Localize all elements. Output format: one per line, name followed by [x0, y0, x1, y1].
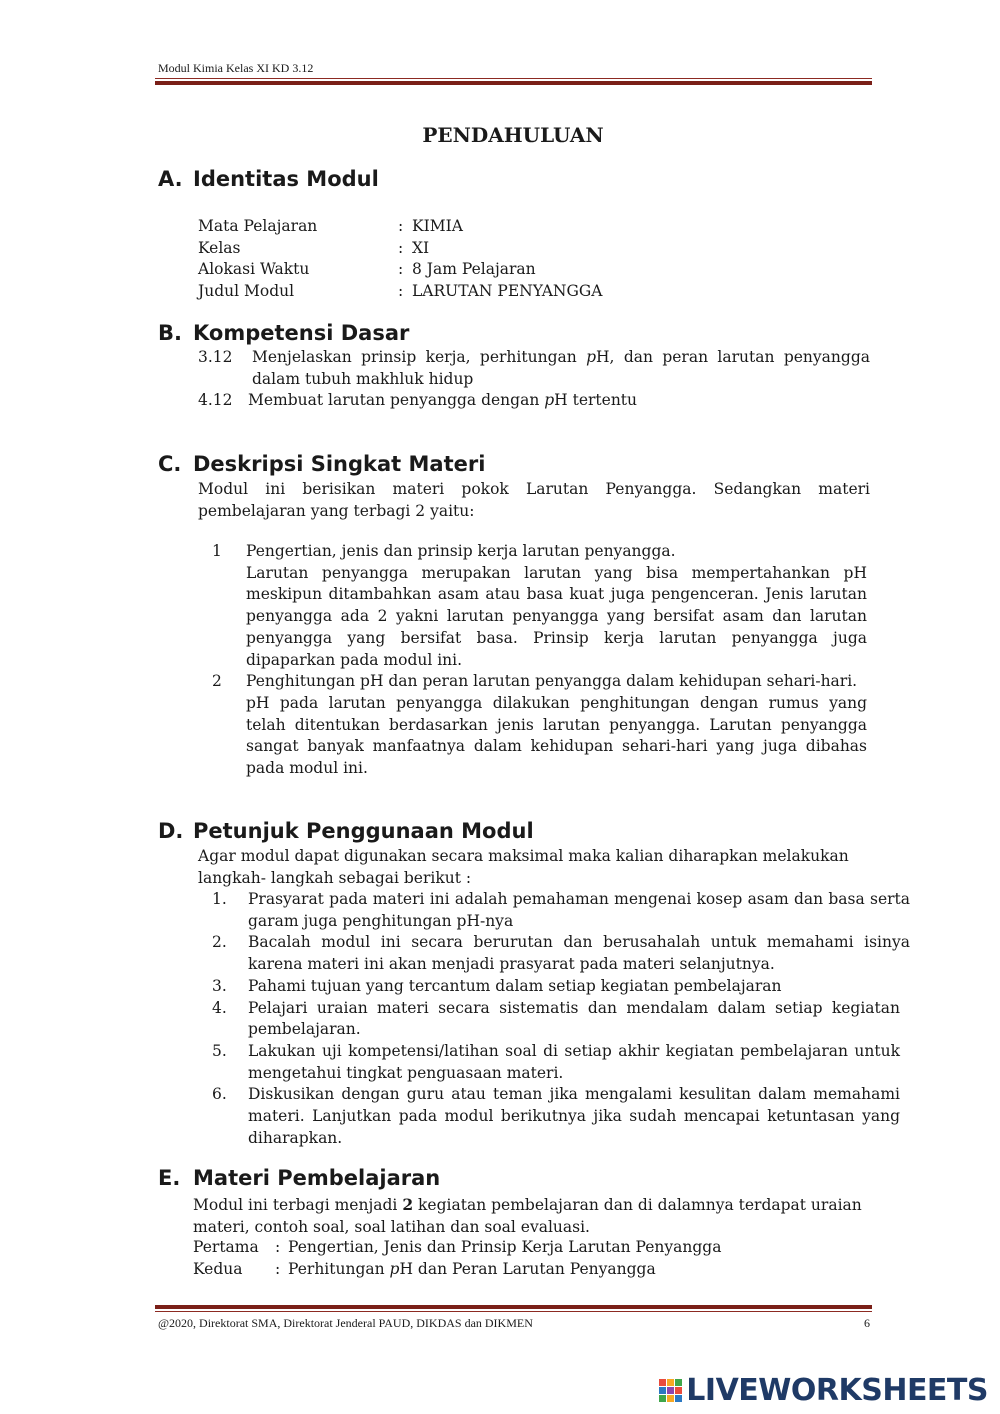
instruction-number: 2.: [212, 933, 227, 952]
logo-square: [659, 1379, 666, 1386]
kegiatan-item: [193, 1259, 869, 1281]
identity-label: Alokasi Waktu: [198, 260, 310, 279]
footer-copyright: @2020, Direktorat SMA, Direktorat Jenderal PAUD, DIKDAS dan DIKMEN: [158, 1316, 533, 1330]
section-a-letter: A.: [158, 167, 183, 191]
logo-square: [667, 1387, 674, 1394]
section-e-heading: [158, 1166, 440, 1190]
kd-text: Membuat larutan penyangga dengan pH tertentu: [248, 391, 638, 410]
material-list: [212, 541, 867, 780]
liveworksheets-logo: [659, 1372, 988, 1408]
material-number: 1: [212, 542, 222, 560]
section-d-intro: Agar modul dapat digunakan secara maksimal maka kalian diharapkan melakukan langkah- langkah sebagai berikut :: [198, 847, 849, 887]
kegiatan-sep: :: [275, 1238, 281, 1256]
identity-value: LARUTAN PENYANGGA: [412, 282, 603, 301]
section-c-intro: Modul ini berisikan materi pokok Larutan Penyangga. Sedangkan materi pembelajaran yang terbagi 2 yaitu:: [198, 480, 870, 520]
section-b-heading: [158, 321, 409, 345]
instruction-item: [212, 998, 910, 1041]
instruction-item: [212, 1084, 910, 1149]
identity-sep: :: [398, 260, 404, 279]
kd-text: Menjelaskan prinsip kerja, perhitungan pH, dan peran larutan penyangga dalam tubuh makhluk hidup: [252, 348, 870, 388]
logo-square: [675, 1395, 682, 1402]
kd-item: [198, 390, 870, 412]
instruction-item: [212, 932, 910, 975]
kd-list: [198, 347, 870, 412]
instruction-text: Prasyarat pada materi ini adalah pemahaman mengenai kosep asam dan basa serta garam juga penghitungan pH-nya: [248, 890, 910, 930]
header-rule-thick: [155, 81, 872, 85]
section-a-heading: [158, 167, 379, 191]
identity-value: 8 Jam Pelajaran: [412, 260, 536, 279]
identity-sep: :: [398, 282, 404, 301]
header-rule-thin: [155, 78, 872, 79]
instruction-number: 4.: [212, 998, 227, 1017]
instruction-number: 6.: [212, 1085, 227, 1104]
material-number: 2: [212, 672, 222, 691]
instruction-text: Pelajari uraian materi secara sistematis dan mendalam dalam setiap kegiatan pembelajaran.: [248, 998, 900, 1039]
kegiatan-value: Pengertian, Jenis dan Prinsip Kerja Larutan Penyangga: [288, 1238, 722, 1256]
logo-square: [659, 1387, 666, 1394]
logo-text: LIVEWORKSHEETS: [686, 1372, 988, 1408]
identity-label: Kelas: [198, 238, 241, 257]
identity-label: Mata Pelajaran: [198, 217, 318, 235]
section-c-heading: [158, 452, 485, 476]
kegiatan-item: [193, 1237, 869, 1259]
instruction-number: 1.: [212, 890, 227, 908]
section-b-letter: B.: [158, 321, 182, 345]
section-c-title: Deskripsi Singkat Materi: [193, 452, 486, 476]
identity-sep: :: [398, 238, 404, 257]
identity-sep: :: [398, 217, 404, 235]
section-e-title: Materi Pembelajaran: [193, 1166, 441, 1190]
page-number: 6: [864, 1316, 870, 1330]
identity-label: Judul Modul: [198, 282, 295, 301]
identity-row: [198, 238, 698, 260]
identity-value: XI: [412, 238, 430, 257]
identity-row: [198, 259, 698, 281]
section-c-letter: C.: [158, 452, 182, 476]
section-d-title: Petunjuk Penggunaan Modul: [193, 819, 534, 843]
instruction-number: 3.: [212, 976, 227, 995]
logo-grid-icon: [659, 1379, 682, 1402]
kegiatan-list: [193, 1237, 869, 1280]
kd-number: 3.12: [198, 348, 233, 366]
section-d-heading: [158, 819, 534, 843]
identity-row: [198, 216, 698, 238]
instruction-item: [212, 1041, 910, 1084]
kegiatan-value: Perhitungan pH dan Peran Larutan Penyangga: [288, 1259, 656, 1278]
section-b-title: Kompetensi Dasar: [193, 321, 410, 345]
footer: [158, 1316, 870, 1331]
section-e-letter: E.: [158, 1166, 181, 1190]
logo-square: [659, 1395, 666, 1402]
material-heading: Pengertian, jenis dan prinsip kerja larutan penyangga.: [246, 542, 676, 560]
material-item: [212, 671, 867, 780]
material-item: [212, 541, 867, 671]
material-body: Larutan penyangga merupakan larutan yang bisa mempertahankan pH meskipun ditambahkan asam atau basa kuat juga pengenceran. Jenis larutan penyangga ada 2 yakni larutan penyangga yang bersifat asam dan larutan penyangga yang bersifat basa. Prinsip kerja larutan penyangga juga dipaparkan pada modul ini.: [246, 563, 867, 669]
section-a-title: Identitas Modul: [193, 167, 379, 191]
footer-rule-thin: [155, 1311, 872, 1312]
kegiatan-label: Pertama: [193, 1238, 259, 1256]
kegiatan-label: Kedua: [193, 1259, 243, 1278]
section-e-intro: Modul ini terbagi menjadi 2 kegiatan pembelajaran dan di dalamnya terdapat uraian materi, contoh soal, soal latihan dan soal evaluasi.: [193, 1195, 862, 1236]
kegiatan-sep: :: [275, 1259, 281, 1278]
identity-row: [198, 281, 698, 303]
instruction-text: Diskusikan dengan guru atau teman jika mengalami kesulitan dalam memahami materi. Lanjutkan pada modul berikutnya jika sudah mencapai ketuntasan yang diharapkan.: [248, 1085, 900, 1147]
logo-square: [675, 1387, 682, 1394]
instruction-list: [212, 889, 910, 1149]
logo-square: [667, 1379, 674, 1386]
footer-rule-thick: [155, 1305, 872, 1309]
identity-value: KIMIA: [412, 217, 463, 235]
material-body: pH pada larutan penyangga dilakukan penghitungan dengan rumus yang telah ditentukan berdasarkan jenis larutan penyangga. Larutan penyangga sangat banyak manfaatnya dalam kehidupan sehari-hari yang juga dibahas pada modul ini.: [246, 693, 867, 778]
instruction-text: Pahami tujuan yang tercantum dalam setiap kegiatan pembelajaran: [248, 976, 782, 995]
instruction-item: [212, 889, 910, 932]
logo-square: [675, 1379, 682, 1386]
running-header: Modul Kimia Kelas XI KD 3.12: [158, 61, 314, 75]
section-d-letter: D.: [158, 819, 184, 843]
kd-item: [198, 347, 870, 390]
logo-square: [667, 1395, 674, 1402]
instruction-number: 5.: [212, 1041, 227, 1060]
instruction-text: Lakukan uji kompetensi/latihan soal di setiap akhir kegiatan pembelajaran untuk mengetahui tingkat penguasaan materi.: [248, 1041, 900, 1082]
identity-table: [198, 216, 698, 303]
instruction-text: Bacalah modul ini secara berurutan dan berusahalah untuk memahami isinya karena materi ini akan menjadi prasyarat pada materi selanjutnya.: [248, 933, 910, 974]
material-heading: Penghitungan pH dan peran larutan penyangga dalam kehidupan sehari-hari.: [246, 672, 858, 691]
instruction-item: [212, 976, 910, 998]
page-title: PENDAHULUAN: [422, 123, 604, 147]
kd-number: 4.12: [198, 391, 233, 410]
